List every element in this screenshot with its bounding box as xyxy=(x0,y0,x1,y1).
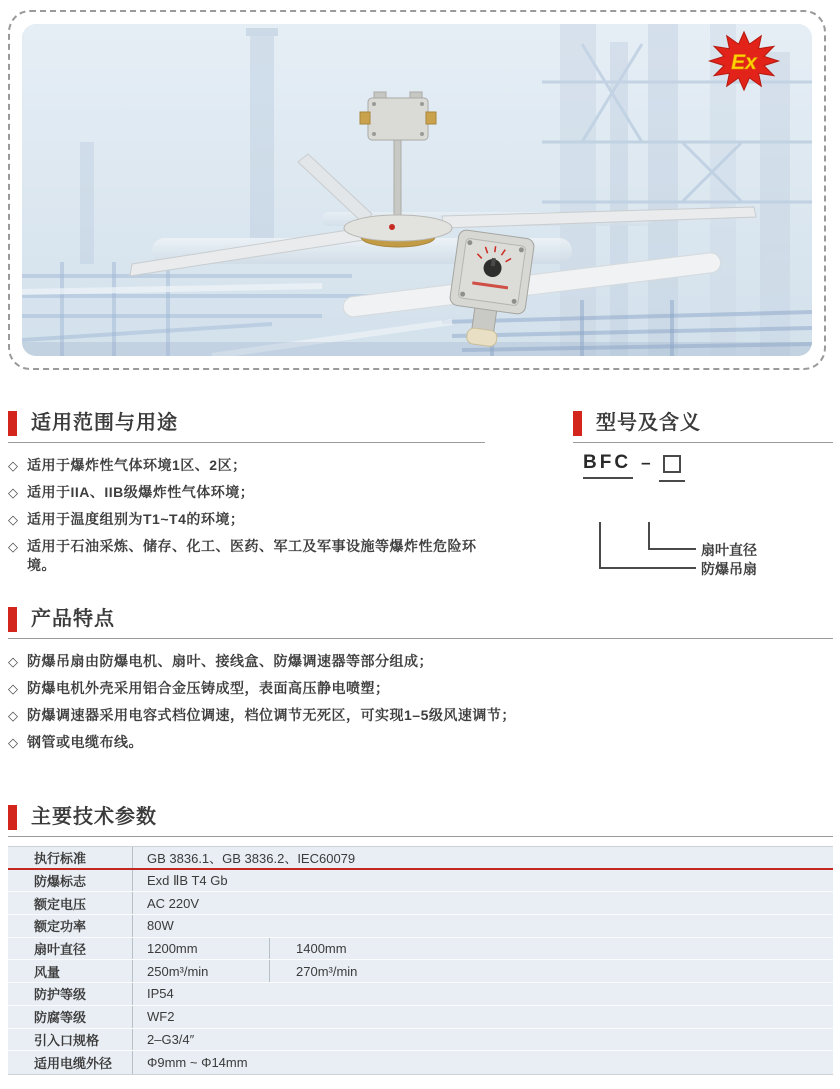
list-item xyxy=(8,706,833,725)
list-item xyxy=(8,679,833,698)
param-label: 防护等级 xyxy=(8,983,133,1005)
param-value: 2–G3/4″ xyxy=(147,1031,195,1047)
connector-line-fan-horizontal xyxy=(599,567,696,569)
param-value: IP54 xyxy=(147,986,174,1002)
hero-image xyxy=(22,24,812,356)
param-label: 额定功率 xyxy=(8,915,133,937)
list-item xyxy=(8,733,833,752)
red-bar-icon xyxy=(573,411,582,436)
table-row xyxy=(8,1006,833,1029)
list-item xyxy=(8,652,833,671)
model-dash: – xyxy=(641,453,651,472)
param-value: 80W xyxy=(147,918,174,934)
param-value: 250m³/min xyxy=(133,960,270,982)
bullet-text: 适用于爆炸性气体环境1区、2区； xyxy=(27,457,247,473)
param-label: 风量 xyxy=(8,960,133,982)
param-label: 扇叶直径 xyxy=(8,938,133,960)
param-label: 防腐等级 xyxy=(8,1006,133,1028)
param-value: Φ9mm ~ Φ14mm xyxy=(147,1055,248,1071)
section-title: 适用范围与用途 xyxy=(31,412,178,434)
table-row xyxy=(8,1029,833,1052)
param-value: WF2 xyxy=(147,1009,175,1025)
section-model xyxy=(573,411,833,593)
red-bar-icon xyxy=(8,607,17,632)
param-label: 适用电缆外径 xyxy=(8,1051,133,1074)
hero-dashed-frame xyxy=(8,10,826,370)
ex-label: Ex xyxy=(731,51,757,74)
scope-bullet-list xyxy=(8,456,485,575)
connector-line-fan-vertical xyxy=(599,522,601,569)
diamond-bullet-icon: ◇ xyxy=(8,539,18,554)
bullet-text: 防爆调速器采用电容式档位调速，档位调节无死区，可实现1–5级风速调节； xyxy=(27,707,516,723)
bullet-text: 适用于石油采炼、储存、化工、医药、军工及军事设施等爆炸性危险环境。 xyxy=(27,538,477,573)
model-suffix-box xyxy=(663,455,681,473)
table-row xyxy=(8,870,833,893)
fan-downrod xyxy=(394,136,401,224)
list-item xyxy=(8,483,485,502)
param-label: 防爆标志 xyxy=(8,870,133,892)
param-label: 额定电压 xyxy=(8,892,133,914)
param-value: AC 220V xyxy=(147,895,200,911)
diamond-bullet-icon: ◇ xyxy=(8,681,18,696)
section-params xyxy=(8,805,833,1075)
section-header xyxy=(8,411,485,443)
diamond-bullet-icon: ◇ xyxy=(8,708,18,723)
connector-line-blade-vertical xyxy=(648,522,650,550)
diamond-bullet-icon: ◇ xyxy=(8,512,18,527)
model-prefix: BFC xyxy=(583,453,633,479)
section-scope xyxy=(8,411,485,583)
section-title: 型号及含义 xyxy=(596,412,701,434)
section-header xyxy=(573,411,833,443)
param-value-2: 270m³/min xyxy=(296,963,358,979)
bullet-text: 适用于IIA、IIB级爆炸性气体环境； xyxy=(27,484,255,500)
params-table xyxy=(8,846,833,1075)
junction-box xyxy=(360,92,436,140)
table-row xyxy=(8,892,833,915)
list-item xyxy=(8,510,485,529)
section-title: 主要技术参数 xyxy=(31,806,157,828)
model-diagram xyxy=(573,453,833,593)
param-label: 执行标准 xyxy=(8,847,133,868)
table-row xyxy=(8,915,833,938)
diamond-bullet-icon: ◇ xyxy=(8,458,18,473)
red-bar-icon xyxy=(8,411,17,436)
bullet-text: 防爆吊扇由防爆电机、扇叶、接线盒、防爆调速器等部分组成； xyxy=(27,653,433,669)
section-title: 产品特点 xyxy=(31,608,115,630)
blade-diameter-label: 扇叶直径 xyxy=(701,542,757,558)
model-suffix-wrap xyxy=(659,453,685,482)
table-row xyxy=(8,847,833,870)
param-value: GB 3836.1、GB 3836.2、IEC60079 xyxy=(147,850,356,866)
table-row xyxy=(8,938,833,961)
diamond-bullet-icon: ◇ xyxy=(8,485,18,500)
fan-product-photo xyxy=(22,24,812,356)
table-row xyxy=(8,960,833,983)
param-value-2: 1400mm xyxy=(296,941,347,957)
param-label: 引入口规格 xyxy=(8,1029,133,1051)
param-value: Exd ⅡB T4 Gb xyxy=(147,872,228,888)
red-bar-icon xyxy=(8,805,17,830)
diamond-bullet-icon: ◇ xyxy=(8,735,18,750)
list-item xyxy=(8,537,485,575)
param-value: 1200mm xyxy=(133,938,270,960)
connector-line-blade-horizontal xyxy=(648,548,696,550)
section-features xyxy=(8,607,833,760)
section-header xyxy=(8,607,833,639)
features-bullet-list xyxy=(8,652,833,752)
bullet-text: 防爆电机外壳采用铝合金压铸成型，表面高压静电喷塑； xyxy=(27,680,390,696)
fan-name-label: 防爆吊扇 xyxy=(701,561,757,577)
model-code xyxy=(573,453,833,482)
table-row xyxy=(8,983,833,1006)
bullet-text: 适用于温度组别为T1~T4的环境； xyxy=(27,511,245,527)
section-header xyxy=(8,805,833,837)
diamond-bullet-icon: ◇ xyxy=(8,654,18,669)
list-item xyxy=(8,456,485,475)
bullet-text: 钢管或电缆布线。 xyxy=(27,734,143,750)
table-row xyxy=(8,1051,833,1074)
